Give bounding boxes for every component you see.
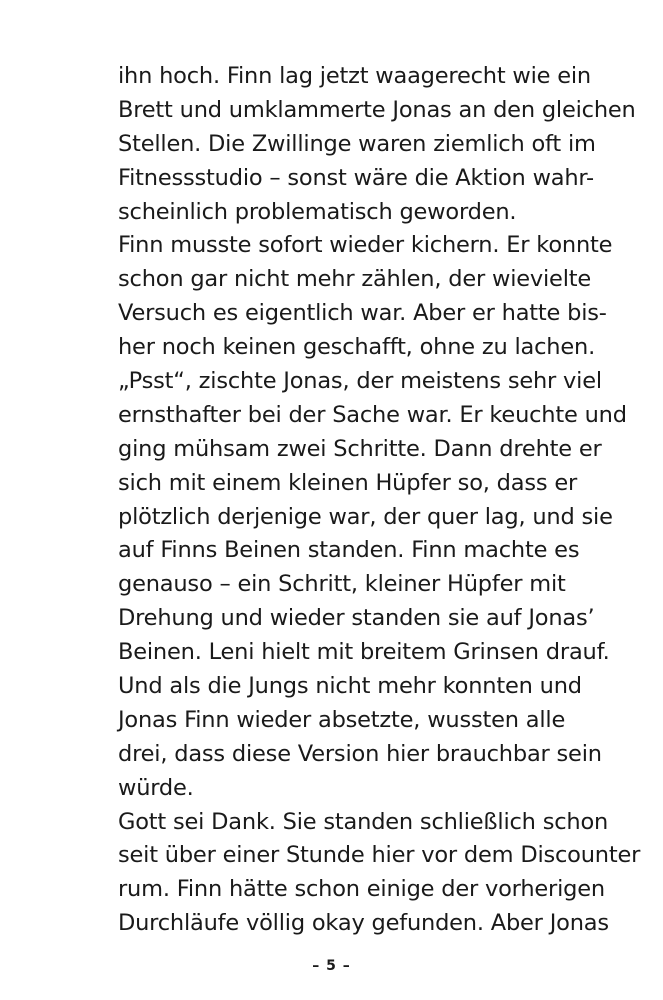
text-line-11: ernsthafter bei der Sache war. Er keuchte und: [118, 401, 627, 428]
text-line-3: Stellen. Die Zwillinge waren ziemlich oft im: [118, 130, 596, 157]
text-line-18: Beinen. Leni hielt mit breitem Grinsen drauf.: [118, 639, 610, 666]
text-line-2: Brett und umklammerte Jonas an den gleichen: [118, 96, 636, 123]
page-number: – 5 –: [312, 958, 351, 974]
text-line-6: Finn musste sofort wieder kichern. Er konnte: [118, 232, 613, 259]
text-line-7: schon gar nicht mehr zählen, der wievielte: [118, 266, 592, 293]
text-line-15: auf Finns Beinen standen. Finn machte es: [118, 537, 580, 564]
text-line-9: her noch keinen geschafft, ohne zu lachen.: [118, 334, 596, 361]
text-line-14: plötzlich derjenige war, der quer lag, und sie: [118, 503, 613, 530]
text-line-22: würde.: [118, 774, 194, 801]
text-line-16: genauso – ein Schritt, kleiner Hüpfer mit: [118, 571, 566, 598]
text-line-8: Versuch es eigentlich war. Aber er hatte bis-: [118, 300, 607, 327]
text-line-21: drei, dass diese Version hier brauchbar sein: [118, 740, 602, 767]
text-line-4: Fitnessstudio – sonst wäre die Aktion wahr-: [118, 164, 594, 191]
text-line-19: Und als die Jungs nicht mehr konnten und: [118, 673, 582, 700]
text-line-20: Jonas Finn wieder absetzte, wussten alle: [118, 706, 566, 733]
text-line-5: scheinlich problematisch geworden.: [118, 198, 517, 225]
text-line-12: ging mühsam zwei Schritte. Dann drehte er: [118, 435, 602, 462]
text-line-24: seit über einer Stunde hier vor dem Discounter: [118, 842, 641, 869]
text-line-17: Drehung und wieder standen sie auf Jonas’: [118, 605, 595, 632]
text-line-13: sich mit einem kleinen Hüpfer so, dass er: [118, 469, 578, 496]
text-line-10: „Psst“, zischte Jonas, der meistens sehr viel: [118, 368, 602, 395]
text-line-23: Gott sei Dank. Sie standen schließlich schon: [118, 808, 609, 835]
body-text: [118, 60, 641, 941]
text-line-1: ihn hoch. Finn lag jetzt waagerecht wie ein: [118, 63, 591, 89]
text-line-26: Durchläufe völlig okay gefunden. Aber Jonas: [118, 910, 609, 937]
text-line-25: rum. Finn hätte schon einige der vorherigen: [118, 876, 605, 903]
